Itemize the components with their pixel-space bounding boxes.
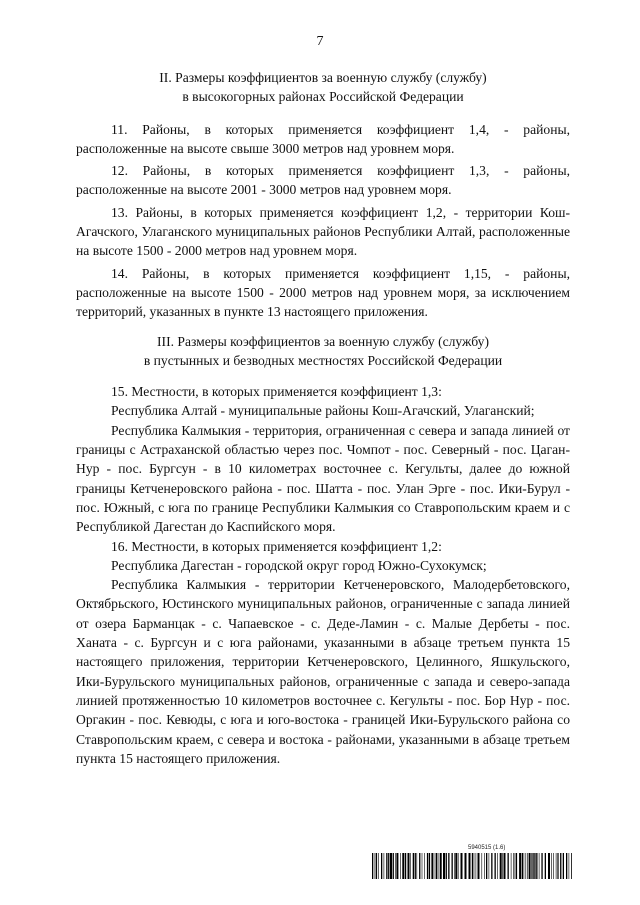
barcode-bar [395,853,396,879]
barcode-bar [566,853,567,879]
barcode-bar [435,853,436,879]
barcode-bar [478,853,480,879]
barcode-bar [486,853,487,879]
barcode-bar [436,853,437,879]
barcode-bar [458,853,459,879]
barcode-bar [388,853,389,879]
barcode-bar [571,853,572,879]
barcode-bar [390,853,392,879]
barcode-bar [548,853,550,879]
barcode-bar [531,853,532,879]
barcode-bar [405,853,406,879]
paragraph-kalmykia-2: Республика Калмыкия - территории Кетченеровского, Малодербетовского, Октябрьского, Юстинского муниципальных районов, ограниченные с запада линией от озера Барманцак - с. Чапаевское - с. Деде-Ламин - с. Малые Дербеты - пос. Ханата - с. Бургсун и с юга районами, указанными в абзаце третьем пункта 15 настоящего приложения, территории Кетченеровского, Целинного, Яшкульского, Ики-Бурульского муниципальных районов, ограниченные с запада и северо-запада линией протяженностью 10 километров восточнее с. Кегульты - пос. Бор Нур - пос. Оргакин - пос. Кевюды, с юга и юго-востока - границей Ики-Бурульского района со Ставропольским краем, с севера и востока - районами, указанными в абзаце третьем пункта 15 настоящего приложения. [76,577,570,766]
barcode-bar [482,853,483,879]
barcode-bar [393,853,394,879]
document-code: 5940515 (1.6) [468,845,506,851]
barcode-bar [563,853,564,879]
barcode-bar [511,853,512,879]
barcode-bar [502,853,503,879]
barcode-bar [539,853,540,879]
paragraph-altai: Республика Алтай - муниципальные районы Кош-Агачский, Улаганский; [111,403,535,419]
barcode-bar [429,853,430,879]
barcode-bar [419,853,420,879]
barcode-bar [378,853,379,879]
barcode-bar [489,853,490,879]
paragraph-13: 13. Районы, в которых применяется коэффициент 1,2, - территории Кош-Агачского, Улаганского муниципальных районов Республики Алтай, расположенные на высоте 1500 - 2000 метров над уровнем моря. [76,204,570,259]
barcode-bar [551,853,552,879]
document-body [76,68,570,768]
barcode-bar [413,853,414,879]
barcode-bar [522,853,523,879]
barcode-bar [452,853,453,879]
barcode-bar [461,853,463,879]
barcode-bar [472,853,473,879]
barcode-bar [455,853,457,879]
barcode-bar [410,853,411,879]
paragraph-12: 12. Районы, в которых применяется коэффициент 1,3, - районы, расположенные на высоте 2001 - 3000 метров над уровнем моря. [76,163,570,198]
barcode-bar [431,853,433,879]
barcode-bar [424,853,425,879]
barcode-bar [443,853,445,879]
barcode-bar [524,853,525,879]
barcode-bar [386,853,387,879]
barcode-bar [400,853,401,879]
barcode-bar [476,853,477,879]
barcode-bar [534,853,535,879]
barcode-bar [558,853,559,879]
section-3-heading-line-1: III. Размеры коэффициентов за военную службу (службу) [157,333,489,349]
barcode-bar [515,853,516,879]
paragraph-11: 11. Районы, в которых применяется коэффициент 1,4, - районы, расположенные на высоте свыше 3000 метров над уровнем моря. [76,121,570,156]
barcode-bar [381,853,382,879]
barcode-bar [417,853,418,879]
barcode-bar [484,853,485,879]
barcode-bar [448,853,449,879]
section-2-heading-line-1: II. Размеры коэффициентов за военную службу (службу) [159,70,487,85]
barcode-bar [438,853,439,879]
paragraph-dagestan: Республика Дагестан - городской округ город Южно-Сухокумск; [111,557,487,573]
barcode-bar [497,853,498,879]
barcode-bar [474,853,475,879]
barcode-bar [504,853,506,879]
barcode-bar [376,853,377,879]
barcode-bar [408,853,410,879]
barcode-bar [415,853,416,879]
barcode-bar [513,853,514,879]
section-2-heading [76,68,570,107]
page-number: 7 [316,34,324,49]
barcode-bar [557,853,558,879]
barcode-bar [526,853,527,879]
barcode-bar [440,853,442,879]
barcode-icon [372,853,572,879]
paragraph-kalmykia-1: Республика Калмыкия - территория, ограниченная с севера и запада линией от границы с Астраханской областью через пос. Чомпот - пос. Северный - пос. Цаган-Нур - пос. Бургсун - в 10 километрах восточнее с. Кегульты, далее до южной границы Кетченеровского района - пос. Шатта - пос. Улан Эрге - пос. Ики-Бурул - пос. Южный, с юга по границе Республики Калмыкия со Ставропольским краем и с Республикой Дагестан до Каспийского моря. [76,422,570,535]
barcode-bar [372,853,373,879]
paragraph-16: 16. Местности, в которых применяется коэффициент 1,2: [111,538,442,554]
section-3-heading [76,332,570,371]
barcode-bar [495,853,496,879]
barcode-bar [422,853,423,879]
barcode-bar [516,853,517,879]
barcode-bar [560,853,561,879]
paragraph-14: 14. Районы, в которых применяется коэффициент 1,15, - районы, расположенные на высоте 1500 - 2000 метров над уровнем моря, за исключением территорий, указанных в пункте 13 настоящего приложения. [76,265,570,320]
barcode-bar [508,853,509,879]
barcode-bar [553,853,554,879]
barcode-bar [500,853,502,879]
barcode-bar [454,853,455,879]
barcode-bar [541,853,542,879]
barcode-bar [396,853,398,879]
section-2-heading-line-2: в высокогорных районах Российской Федерации [182,89,464,105]
barcode-bar [491,853,492,879]
barcode-bar [536,853,537,879]
barcode-bar [529,853,531,879]
barcode-bar [465,853,467,879]
barcode-bar [556,853,557,879]
barcode-bar [446,853,447,879]
barcode-bar [384,853,385,879]
section-3-heading-line-2: в пустынных и безводных местностях Российской Федерации [143,352,503,368]
barcode-bar [545,853,546,879]
barcode-bar [527,853,528,879]
barcode-bar [519,853,521,879]
barcode-bar [532,853,533,879]
paragraph-15: 15. Местности, в которых применяется коэффициент 1,3: [111,384,442,400]
barcode-bar [427,853,428,879]
barcode-bar [469,853,471,879]
barcode-bar [569,853,570,879]
barcode-bar [375,853,376,879]
barcode-bar [402,853,404,879]
